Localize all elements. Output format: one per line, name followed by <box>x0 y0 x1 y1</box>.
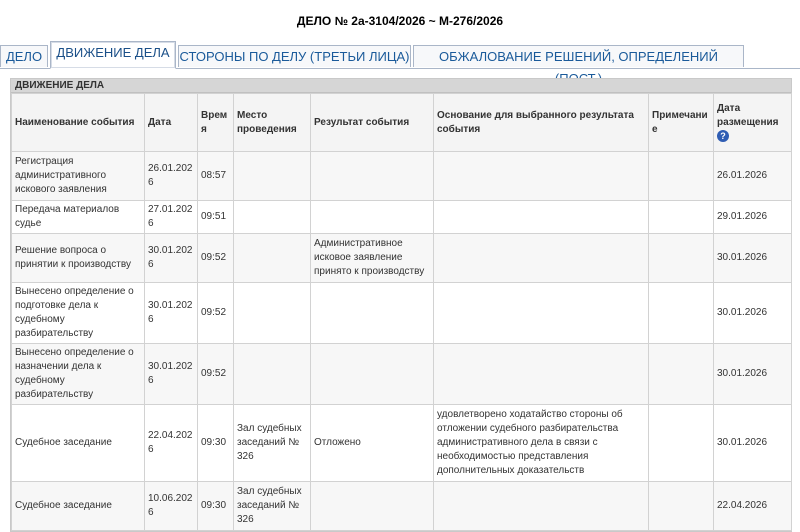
cell-basis <box>434 344 649 405</box>
header-date: Дата <box>145 94 198 152</box>
cell-posted: 30.01.2026 <box>714 344 792 405</box>
cell-posted: 30.01.2026 <box>714 283 792 344</box>
cell-place <box>234 344 311 405</box>
cell-posted: 29.01.2026 <box>714 201 792 234</box>
cell-result <box>311 482 434 531</box>
cell-date: 27.01.2026 <box>145 201 198 234</box>
table-row <box>12 482 792 531</box>
header-time: Время <box>198 94 234 152</box>
cell-result: Отложено <box>311 405 434 482</box>
cell-result <box>311 152 434 201</box>
cell-posted: 30.01.2026 <box>714 234 792 283</box>
header-note: Примечание <box>649 94 714 152</box>
tab-parties[interactable]: СТОРОНЫ ПО ДЕЛУ (ТРЕТЬИ ЛИЦА) <box>178 45 411 67</box>
tab-case[interactable]: ДЕЛО <box>0 45 48 67</box>
cell-event: Вынесено определение о подготовке дела к судебному разбирательству <box>12 283 145 344</box>
table-row <box>12 152 792 201</box>
cell-date: 30.01.2026 <box>145 283 198 344</box>
header-posted <box>714 94 792 152</box>
cell-note <box>649 344 714 405</box>
cell-time: 09:52 <box>198 283 234 344</box>
case-movement-table <box>11 93 792 531</box>
cell-date: 30.01.2026 <box>145 344 198 405</box>
cell-result <box>311 201 434 234</box>
cell-time: 09:51 <box>198 201 234 234</box>
cell-basis <box>434 283 649 344</box>
cell-basis: удовлетворено ходатайство стороны об отложении судебного разбирательства административного дела в связи с необходимостью представления дополнительных доказательств <box>434 405 649 482</box>
cell-note <box>649 234 714 283</box>
header-event: Наименование события <box>12 94 145 152</box>
table-row <box>12 234 792 283</box>
cell-time: 09:52 <box>198 234 234 283</box>
cell-event: Регистрация административного искового заявления <box>12 152 145 201</box>
cell-place <box>234 152 311 201</box>
cell-time: 09:30 <box>198 482 234 531</box>
cell-event: Судебное заседание <box>12 482 145 531</box>
cell-note <box>649 482 714 531</box>
cell-date: 10.06.2026 <box>145 482 198 531</box>
case-movement-panel <box>10 78 792 532</box>
cell-result <box>311 344 434 405</box>
cell-place: Зал судебных заседаний № 326 <box>234 405 311 482</box>
cell-place <box>234 201 311 234</box>
case-title: ДЕЛО № 2а-3104/2026 ~ М-276/2026 <box>296 14 504 28</box>
cell-event: Решение вопроса о принятии к производству <box>12 234 145 283</box>
cell-note <box>649 152 714 201</box>
header-place: Место проведения <box>234 94 311 152</box>
cell-result: Административное исковое заявление принято к производству <box>311 234 434 283</box>
table-row <box>12 201 792 234</box>
cell-posted: 26.01.2026 <box>714 152 792 201</box>
cell-time: 09:52 <box>198 344 234 405</box>
panel-title: ДВИЖЕНИЕ ДЕЛА <box>11 79 791 93</box>
cell-date: 26.01.2026 <box>145 152 198 201</box>
cell-basis <box>434 201 649 234</box>
tab-bar <box>0 41 800 69</box>
cell-place <box>234 283 311 344</box>
cell-place <box>234 234 311 283</box>
cell-posted: 30.01.2026 <box>714 405 792 482</box>
table-row <box>12 405 792 482</box>
question-circle-icon[interactable]: ? <box>717 130 729 142</box>
header-posted-label: Дата размещения <box>717 102 779 128</box>
table-row <box>12 283 792 344</box>
cell-basis <box>434 234 649 283</box>
cell-posted: 22.04.2026 <box>714 482 792 531</box>
table-header-row <box>12 94 792 152</box>
cell-note <box>649 201 714 234</box>
cell-note <box>649 405 714 482</box>
tab-case-movement[interactable]: ДВИЖЕНИЕ ДЕЛА <box>50 41 176 69</box>
cell-basis <box>434 482 649 531</box>
cell-event: Судебное заседание <box>12 405 145 482</box>
cell-place: Зал судебных заседаний № 326 <box>234 482 311 531</box>
cell-time: 08:57 <box>198 152 234 201</box>
cell-note <box>649 283 714 344</box>
header-basis: Основание для выбранного результата события <box>434 94 649 152</box>
cell-basis <box>434 152 649 201</box>
cell-event: Вынесено определение о назначении дела к судебному разбирательству <box>12 344 145 405</box>
cell-date: 30.01.2026 <box>145 234 198 283</box>
tab-appeals[interactable]: ОБЖАЛОВАНИЕ РЕШЕНИЙ, ОПРЕДЕЛЕНИЙ <box>413 45 744 67</box>
cell-result <box>311 283 434 344</box>
cell-date: 22.04.2026 <box>145 405 198 482</box>
table-row <box>12 344 792 405</box>
header-result: Результат события <box>311 94 434 152</box>
cell-time: 09:30 <box>198 405 234 482</box>
cell-event: Передача материалов судье <box>12 201 145 234</box>
